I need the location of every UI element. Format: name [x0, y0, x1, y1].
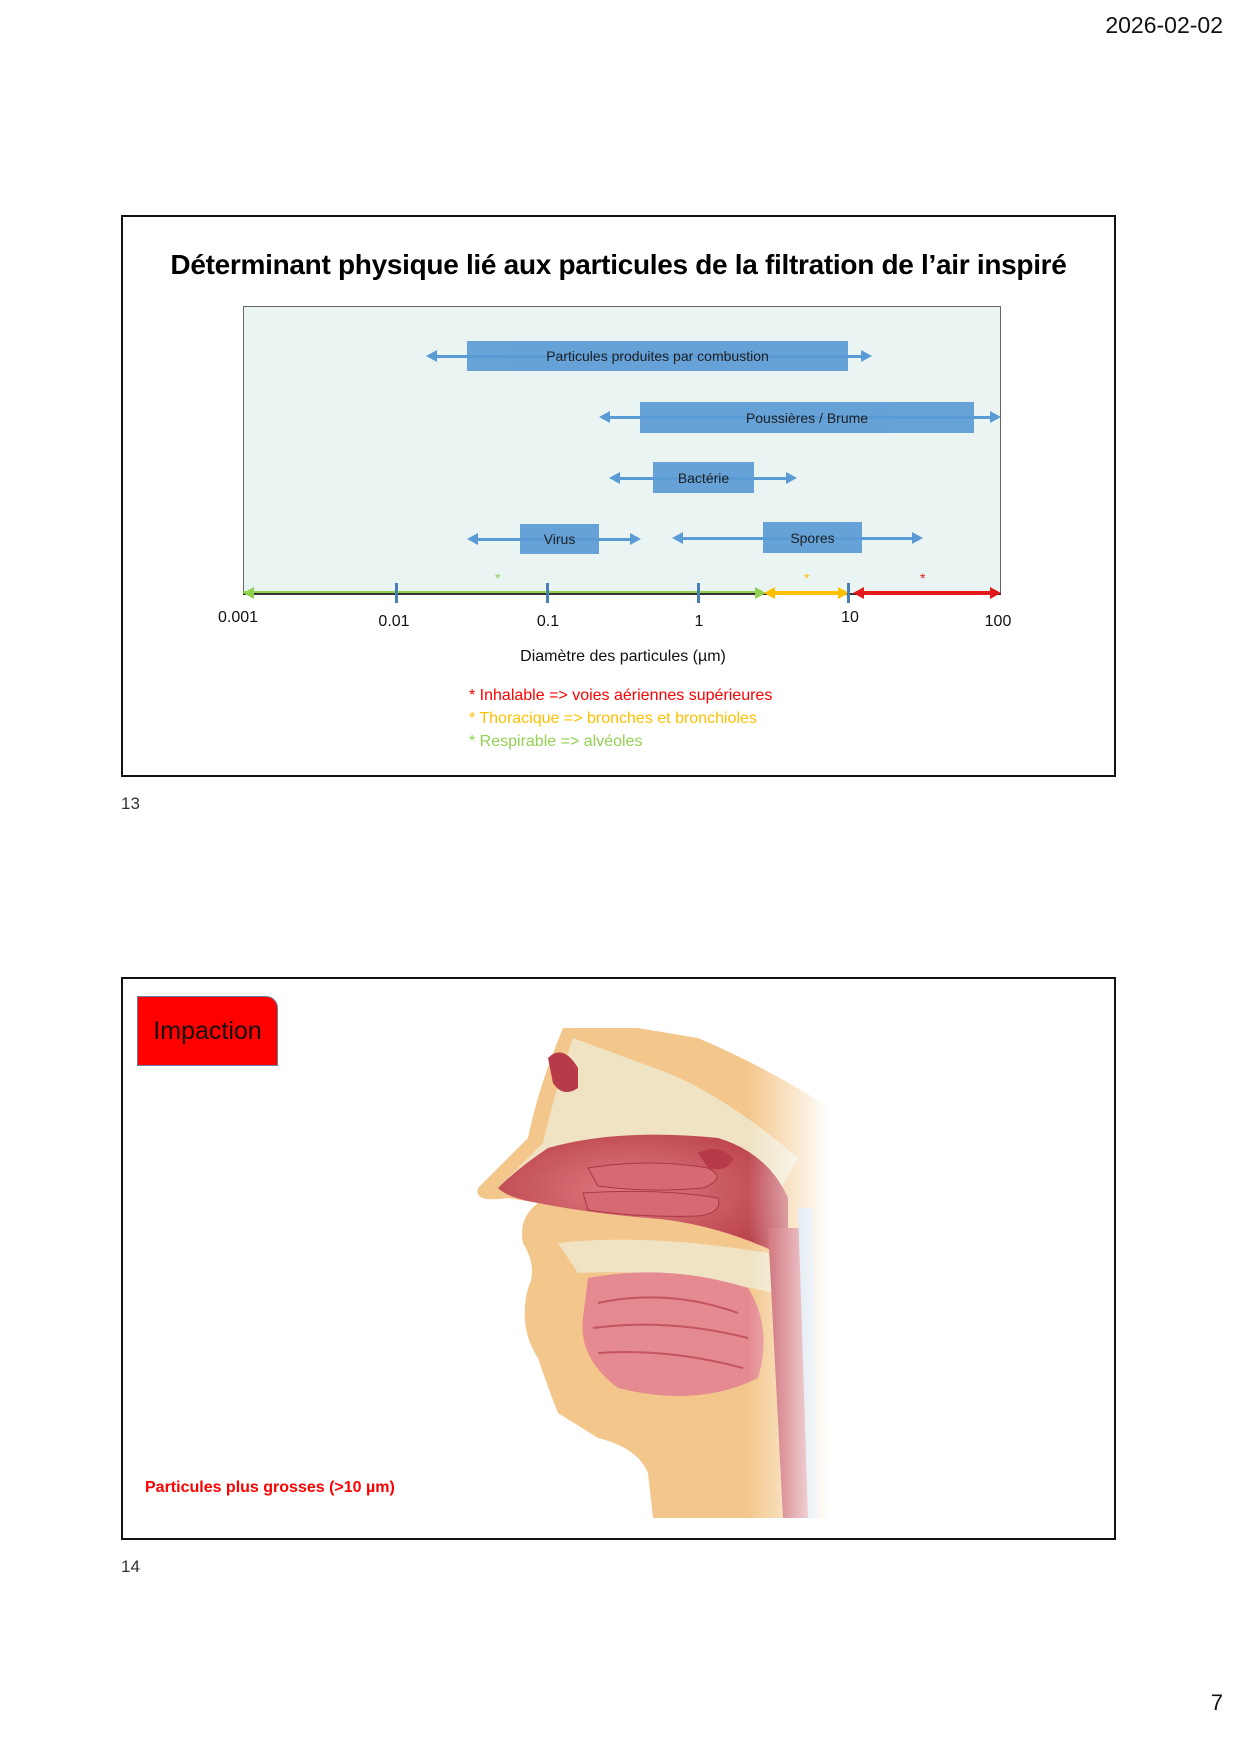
respirable-star-icon: *	[495, 570, 501, 586]
document-date: 2026-02-02	[1105, 12, 1223, 38]
legend-inhalable: * Inhalable => voies aériennes supérieures	[469, 687, 773, 704]
tick-label: 0.01	[378, 613, 410, 630]
tick-label: 0.1	[536, 613, 560, 630]
bar-label: Particules produites par combustion	[467, 341, 848, 371]
arrow-right-icon	[630, 533, 641, 545]
arrow-left-icon	[672, 532, 683, 544]
arrow-left-icon	[609, 472, 620, 484]
zone-inhalable-line	[862, 591, 992, 595]
legend-thoracique: * Thoracique => bronches et bronchioles	[469, 710, 757, 727]
tick-mark	[697, 583, 700, 603]
inhalable-star-icon: *	[920, 570, 926, 586]
page-number: 7	[1210, 1690, 1223, 1715]
arrow-right-icon	[990, 411, 1001, 423]
tick-mark	[546, 583, 549, 603]
arrow-left-icon	[426, 350, 437, 362]
slide-number: 13	[121, 794, 140, 813]
arrow-left-icon	[764, 587, 775, 599]
zone-legend	[469, 684, 772, 753]
impaction-badge: Impaction	[137, 996, 278, 1066]
tick-label: 10	[841, 609, 859, 626]
arrow-right-icon	[912, 532, 923, 544]
tick-label: 1	[694, 613, 704, 630]
legend-respirable: * Respirable => alvéoles	[469, 733, 643, 750]
slide-number: 14	[121, 1557, 140, 1576]
slide-title: Déterminant physique lié aux particules de la filtration de l’air inspiré	[170, 249, 1067, 280]
nasal-cavity-anatomy-image	[468, 1028, 830, 1518]
arrow-left-icon	[243, 587, 254, 599]
arrow-right-icon	[990, 587, 1001, 599]
tick-mark	[395, 583, 398, 603]
arrow-right-icon	[786, 472, 797, 484]
arrow-left-icon	[467, 533, 478, 545]
tick-label: 0.001	[217, 609, 259, 626]
arrow-right-icon	[861, 350, 872, 362]
tick-mark	[847, 583, 850, 603]
bar-label: Spores	[763, 522, 862, 553]
arrow-left-icon	[599, 411, 610, 423]
tick-label: 100	[984, 613, 1012, 630]
bar-label: Poussières / Brume	[640, 402, 974, 433]
bar-label: Bactérie	[653, 462, 754, 493]
impaction-caption: Particules plus grosses (>10 µm)	[145, 1479, 395, 1496]
bar-label: Virus	[520, 524, 599, 554]
arrow-left-icon	[853, 587, 864, 599]
thoracique-star-icon: *	[804, 570, 810, 586]
zone-thoracique-line	[773, 591, 845, 595]
x-axis-label: Diamètre des particules (µm)	[520, 648, 726, 665]
